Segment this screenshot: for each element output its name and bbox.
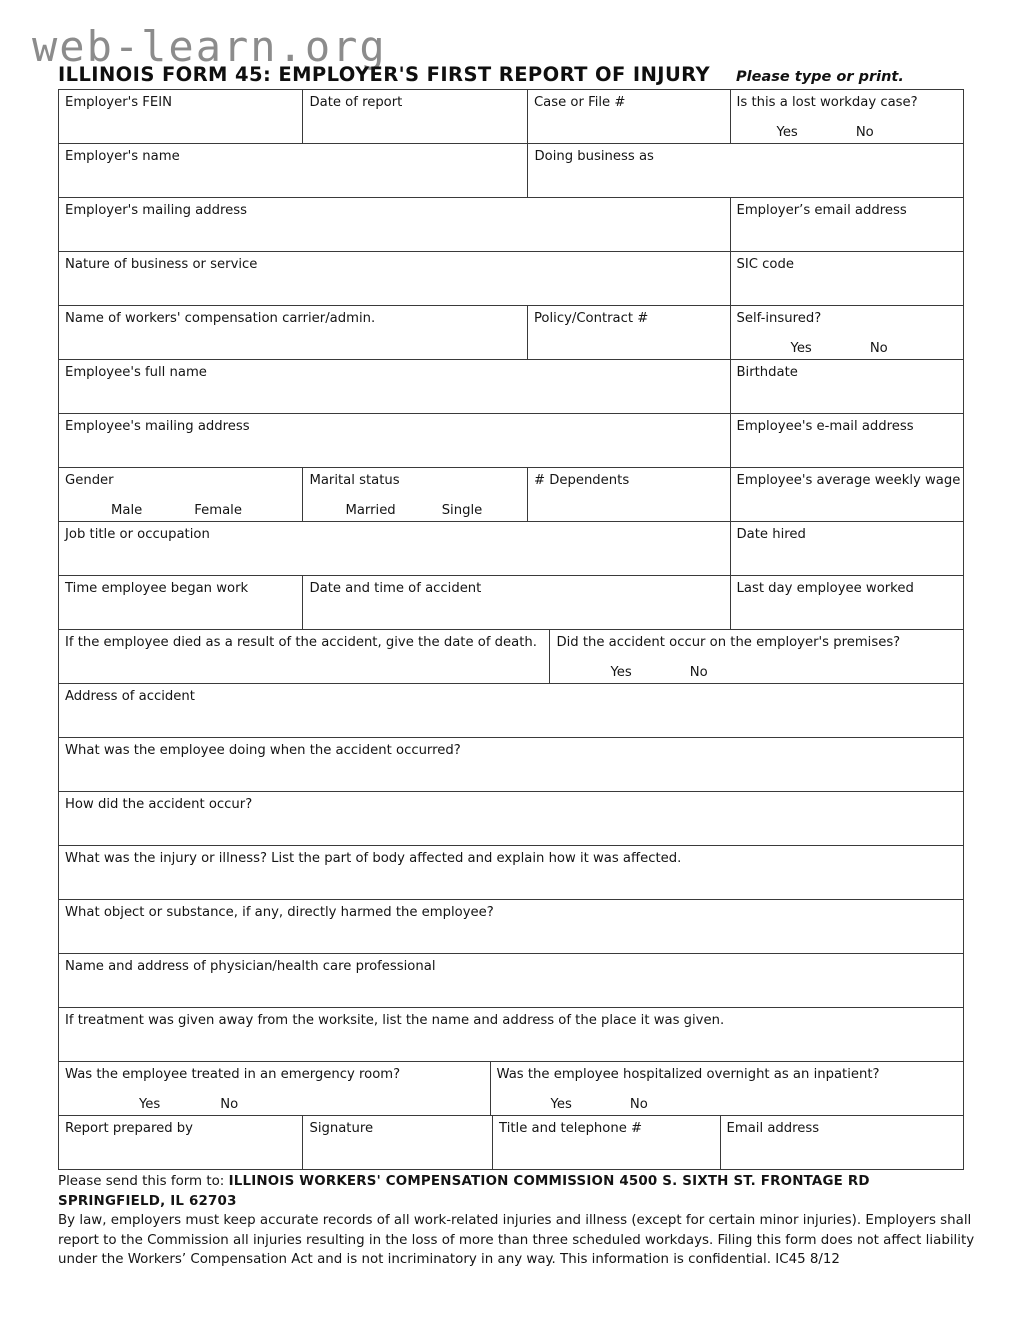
option-yes[interactable]: Yes — [776, 125, 798, 140]
field-label: Date and time of accident — [309, 581, 482, 596]
field-label: What object or substance, if any, directly harmed the employee? — [65, 905, 494, 920]
field-label: Email address — [726, 1121, 820, 1136]
field-employer-email-address[interactable] — [731, 198, 965, 251]
field-employee-full-name[interactable] — [59, 360, 731, 413]
field-date-of-report[interactable] — [303, 90, 528, 143]
field-label: Policy/Contract # — [533, 311, 649, 326]
field-last-day-worked[interactable] — [731, 576, 964, 629]
option-yes[interactable]: Yes — [550, 1097, 572, 1112]
field-label: Was the employee hospitalized overnight as an inpatient? — [496, 1067, 880, 1082]
field-nature-of-business[interactable] — [59, 252, 731, 305]
table-row — [59, 954, 964, 1008]
table-row — [59, 1008, 964, 1062]
field-carrier-admin[interactable] — [59, 306, 528, 359]
field-physician[interactable] — [59, 954, 964, 1007]
field-emergency-room[interactable] — [59, 1062, 491, 1115]
mailing-instruction-prefix: Please send this form to: — [58, 1174, 229, 1189]
field-label: Was the employee treated in an emergency room? — [65, 1067, 401, 1082]
field-label: Title and telephone # — [499, 1121, 643, 1136]
field-label: How did the accident occur? — [65, 797, 253, 812]
field-label: Time employee began work — [65, 581, 249, 596]
field-hospitalized[interactable] — [491, 1062, 964, 1115]
field-object-or-substance[interactable] — [59, 900, 964, 953]
option-yes[interactable]: Yes — [610, 665, 632, 680]
field-average-weekly-wage[interactable] — [731, 468, 964, 521]
table-row — [59, 576, 964, 630]
field-label: Employer's name — [65, 149, 180, 164]
table-row — [59, 522, 964, 576]
field-marital-status[interactable] — [303, 468, 528, 521]
field-how-occurred[interactable] — [59, 792, 964, 845]
option-no[interactable]: No — [689, 665, 708, 680]
table-row — [59, 306, 964, 360]
field-label: SIC code — [736, 257, 794, 272]
hospitalized-options — [491, 1097, 963, 1112]
field-label: Employer's FEIN — [65, 95, 172, 110]
option-female[interactable]: Female — [194, 503, 242, 518]
field-label: # Dependents — [533, 473, 630, 488]
lost-workday-options — [731, 125, 963, 140]
field-date-of-death[interactable] — [59, 630, 550, 683]
field-employee-mailing-address[interactable] — [59, 414, 731, 467]
field-label: Employee's e-mail address — [736, 419, 914, 434]
field-employer-name[interactable] — [59, 144, 528, 197]
field-employee-doing[interactable] — [59, 738, 964, 791]
field-label: Gender — [65, 473, 114, 488]
field-policy-contract[interactable] — [528, 306, 731, 359]
commission-address: ILLINOIS WORKERS' COMPENSATION COMMISSION 4500 S. SIXTH ST. FRONTAGE RD SPRINGFIELD, IL 62703 — [58, 1174, 870, 1209]
field-employer-mailing-address[interactable] — [59, 198, 731, 251]
field-job-title[interactable] — [59, 522, 731, 575]
field-date-time-accident[interactable] — [303, 576, 730, 629]
field-gender[interactable] — [59, 468, 303, 521]
field-sic-code[interactable] — [731, 252, 965, 305]
option-yes[interactable]: Yes — [790, 341, 812, 356]
table-row — [59, 144, 964, 198]
emergency-room-options — [59, 1097, 490, 1112]
field-case-or-file[interactable] — [528, 90, 731, 143]
table-row — [59, 846, 964, 900]
field-label: Employer's mailing address — [65, 203, 247, 218]
field-label: Employee's full name — [65, 365, 207, 380]
field-label: Name and address of physician/health care professional — [65, 959, 436, 974]
premises-options — [550, 665, 963, 680]
field-label: Birthdate — [736, 365, 798, 380]
form-header — [58, 60, 964, 86]
field-label: Is this a lost workday case? — [736, 95, 918, 110]
field-label: Employee's average weekly wage — [736, 473, 961, 488]
field-report-prepared-by[interactable] — [59, 1116, 303, 1169]
gender-options — [59, 503, 302, 518]
field-label: Employer’s email address — [736, 203, 907, 218]
page-title: ILLINOIS FORM 45: EMPLOYER'S FIRST REPORT OF INJURY — [58, 63, 711, 86]
field-label: Date hired — [736, 527, 806, 542]
field-birthdate[interactable] — [731, 360, 965, 413]
table-row — [59, 684, 964, 738]
table-row — [59, 630, 964, 684]
self-insured-options — [731, 341, 963, 356]
table-row — [59, 792, 964, 846]
field-label: If the employee died as a result of the accident, give the date of death. — [65, 635, 537, 650]
field-self-insured[interactable] — [731, 306, 964, 359]
field-occurred-on-premises[interactable] — [550, 630, 964, 683]
field-label: Doing business as — [534, 149, 654, 164]
option-no[interactable]: No — [869, 341, 888, 356]
legal-notice: By law, employers must keep accurate records of all work-related injuries and illness (except for certain minor injuries). Employers shall report to the Commission all injuries resulting in the loss of more than three scheduled workdays. Filing this form does not affect liability under the Workers’ Compensation Act and is not incriminatory in any way. This information is confidential. IC45 8/12 — [58, 1213, 975, 1267]
field-treatment-away[interactable] — [59, 1008, 964, 1061]
field-dependents[interactable] — [528, 468, 731, 521]
print-instruction: Please type or print. — [736, 69, 904, 85]
field-employee-email-address[interactable] — [731, 414, 965, 467]
field-date-hired[interactable] — [731, 522, 965, 575]
table-row — [59, 252, 964, 306]
table-row — [59, 468, 964, 522]
option-married[interactable]: Married — [345, 503, 396, 518]
table-row — [59, 414, 964, 468]
field-label: Report prepared by — [65, 1121, 193, 1136]
field-label: Nature of business or service — [65, 257, 258, 272]
option-no[interactable]: No — [629, 1097, 648, 1112]
option-male[interactable]: Male — [111, 503, 143, 518]
table-row — [59, 1116, 964, 1170]
field-label: Employee's mailing address — [65, 419, 250, 434]
table-row — [59, 198, 964, 252]
field-employer-fein[interactable] — [59, 90, 303, 143]
form-table — [58, 89, 964, 1170]
field-label: Marital status — [309, 473, 400, 488]
field-label: Self-insured? — [736, 311, 822, 326]
field-label: Name of workers' compensation carrier/admin. — [65, 311, 376, 326]
table-row — [59, 900, 964, 954]
field-label: Date of report — [309, 95, 403, 110]
table-row — [59, 738, 964, 792]
field-label: What was the employee doing when the accident occurred? — [65, 743, 461, 758]
table-row — [59, 90, 964, 144]
field-label: Last day employee worked — [736, 581, 914, 596]
table-row — [59, 360, 964, 414]
field-doing-business-as[interactable] — [528, 144, 964, 197]
field-label: Address of accident — [65, 689, 195, 704]
field-address-of-accident[interactable] — [59, 684, 964, 737]
field-label: Signature — [309, 1121, 374, 1136]
option-single[interactable]: Single — [441, 503, 483, 518]
field-label: Case or File # — [533, 95, 626, 110]
mailing-instruction — [58, 1172, 978, 1211]
field-label: Job title or occupation — [65, 527, 210, 542]
field-injury-or-illness[interactable] — [59, 846, 964, 899]
option-yes[interactable]: Yes — [139, 1097, 161, 1112]
option-no[interactable]: No — [220, 1097, 239, 1112]
table-row — [59, 1062, 964, 1116]
field-signature[interactable] — [303, 1116, 493, 1169]
field-label: If treatment was given away from the worksite, list the name and address of the place it was given. — [65, 1013, 725, 1028]
field-lost-workday-case[interactable] — [731, 90, 964, 143]
field-label: Did the accident occur on the employer's premises? — [556, 635, 901, 650]
option-no[interactable]: No — [855, 125, 874, 140]
site-watermark: web-learn.org — [32, 22, 387, 71]
field-label: What was the injury or illness? List the part of body affected and explain how it was affected. — [65, 851, 682, 866]
form-footer — [58, 1172, 978, 1270]
field-time-began-work[interactable] — [59, 576, 303, 629]
marital-status-options — [303, 503, 527, 518]
field-title-telephone[interactable] — [493, 1116, 721, 1169]
field-email-address[interactable] — [721, 1116, 964, 1169]
